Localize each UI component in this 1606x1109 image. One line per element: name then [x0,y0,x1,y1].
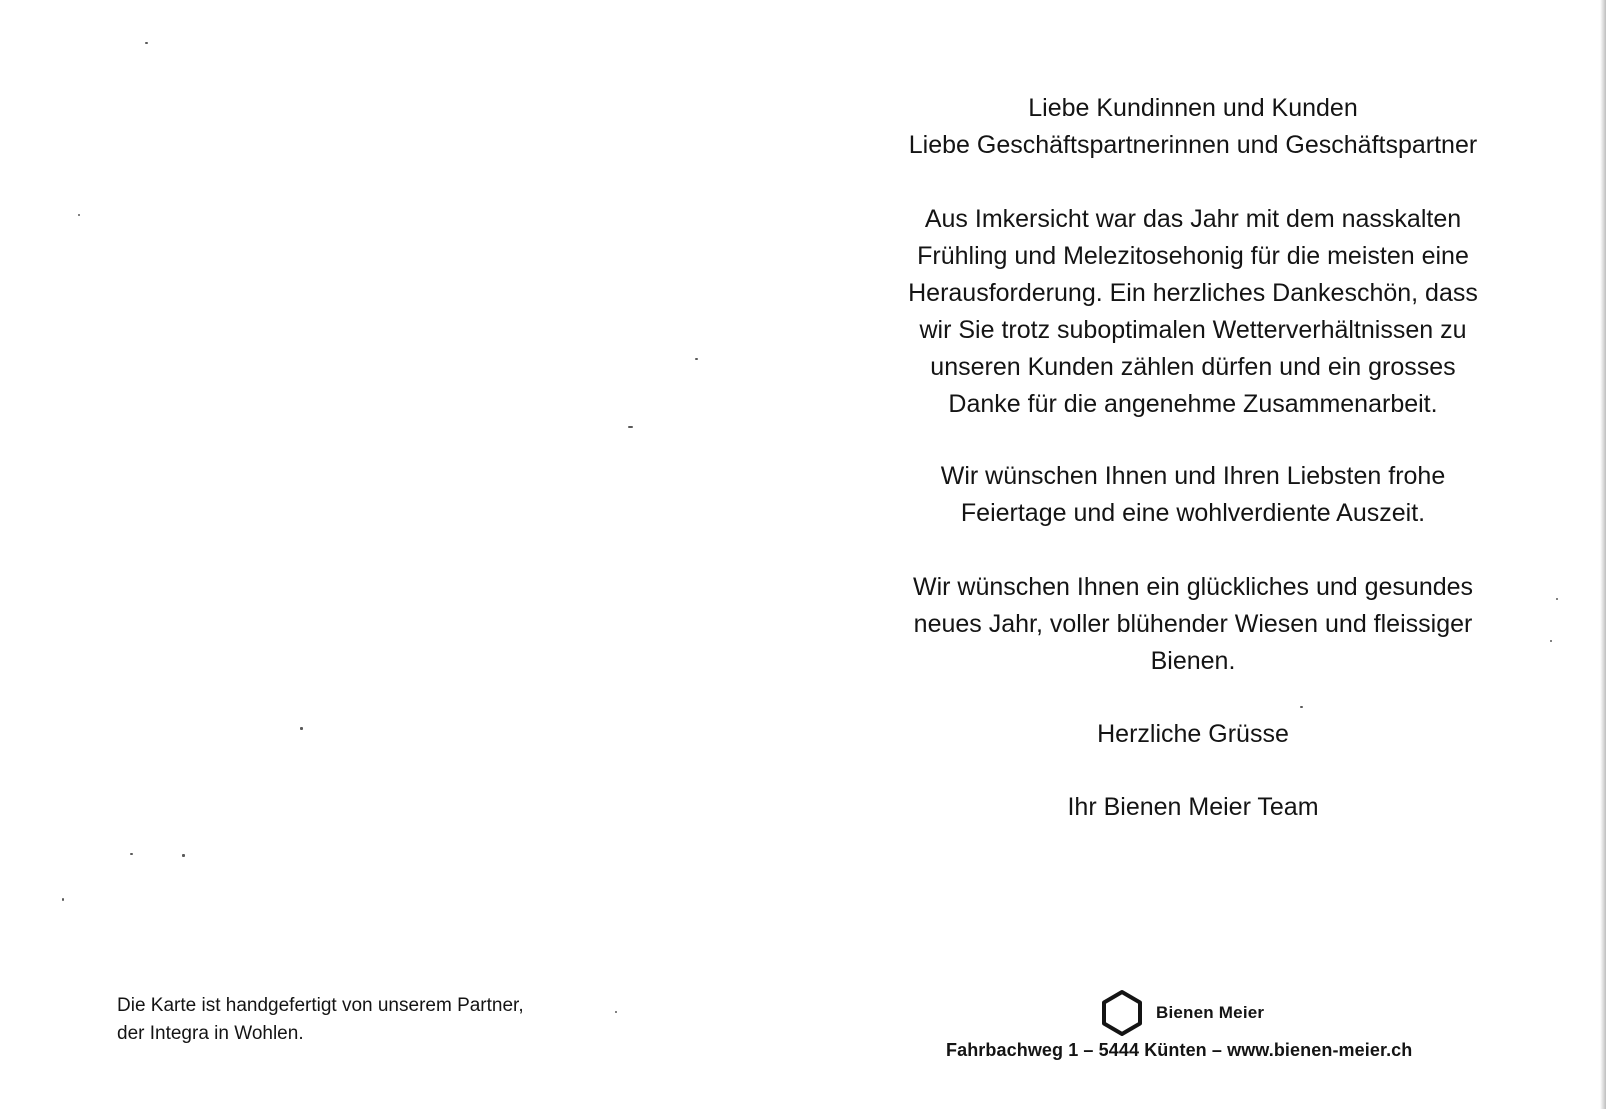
scan-edge-shadow [1600,0,1606,1109]
letter-paragraph-new-year: Wir wünschen Ihnen ein glückliches und gesundes neues Jahr, voller blühender Wiesen und fleissiger Bienen. [912,573,1474,675]
holiday-letter [862,90,1524,826]
scan-speck [130,853,133,855]
scan-speck [300,727,303,730]
scan-speck [62,898,64,901]
scan-speck [1556,598,1558,600]
scan-speck [695,358,698,360]
scan-speck [628,426,633,428]
scan-speck [182,854,185,857]
scan-speck [145,42,148,44]
scan-speck [1550,640,1552,642]
scan-speck [78,214,80,216]
hexagon-icon [1100,989,1144,1037]
letter-signature: Ihr Bienen Meier Team [1067,793,1319,821]
company-brand [1100,989,1264,1037]
letter-paragraph-holidays: Wir wünschen Ihnen und Ihren Liebsten frohe Feiertage und eine wohlverdiente Auszeit. [940,462,1446,527]
letter-closing: Herzliche Grüsse [1097,720,1289,748]
company-address: Fahrbachweg 1 – 5444 Künten – www.bienen-meier.ch [946,1040,1413,1060]
company-name: Bienen Meier [1156,1003,1265,1022]
letter-greeting: Liebe Kundinnen und Kunden Liebe Geschäftspartnerinnen und Geschäftspartner [908,94,1478,159]
card-maker-note: Die Karte ist handgefertigt von unserem Partner, der Integra in Wohlen. [117,995,524,1044]
letter-paragraph-thanks: Aus Imkersicht war das Jahr mit dem nasskalten Frühling und Melezitosehonig für die meisten eine Herausforderung. Ein herzliches Dankeschön, dass wir Sie trotz suboptimalen Wetterverhältnissen zu unseren Kunden zählen dürfen und ein grosses Danke für die angenehme Zusammenarbeit. [908,205,1478,418]
